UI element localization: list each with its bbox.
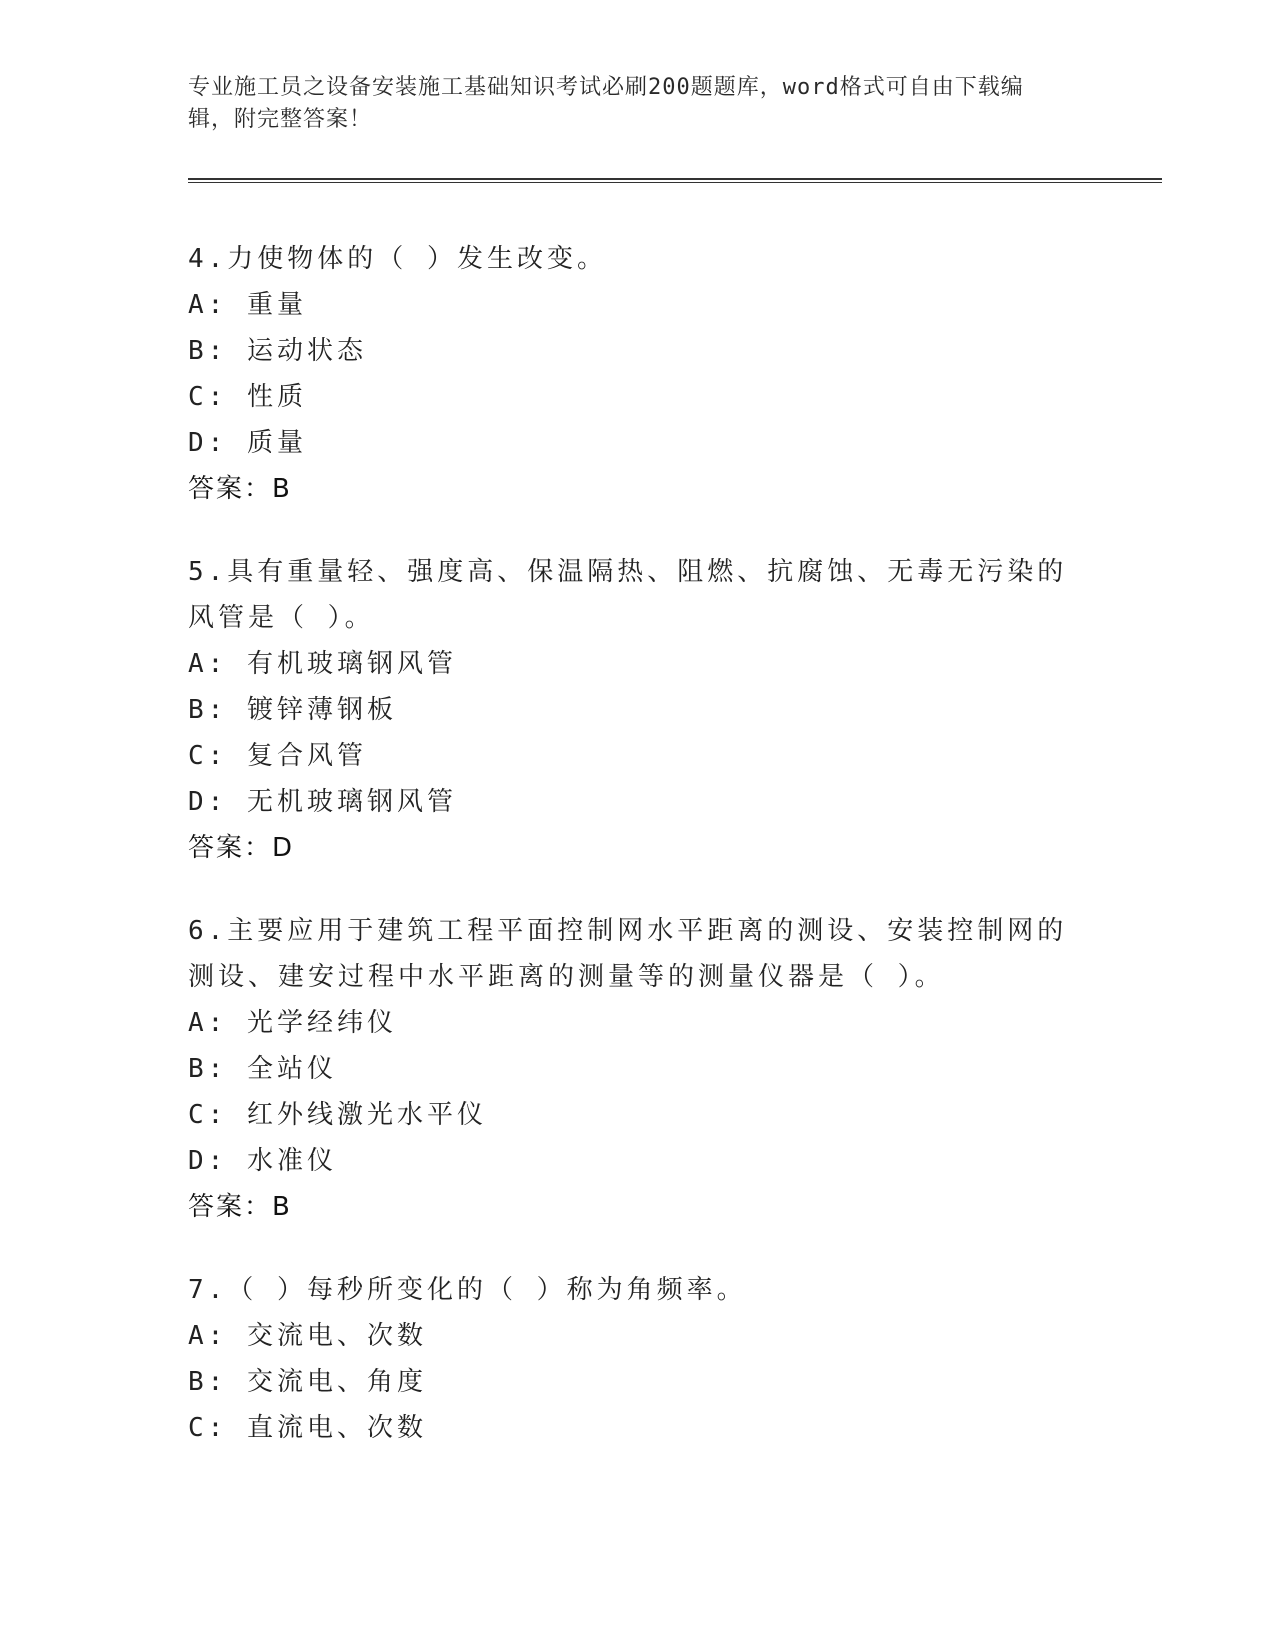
option-b: B: 交流电、角度 (188, 1367, 427, 1397)
document-header-title: 专业施工员之设备安装施工基础知识考试必刷200题题库，word格式可自由下载编辑，附完整答案！ (188, 75, 1024, 132)
question-stem: 5.具有重量轻、强度高、保温隔热、阻燃、抗腐蚀、无毒无污染的风管是（ ）。 (188, 557, 1068, 633)
question-item-4 (188, 236, 1068, 512)
question-stem: 7.（ ）每秒所变化的（ ）称为角频率。 (188, 1275, 747, 1305)
answer-line: 答案：B (188, 1192, 292, 1222)
option-a: A: 交流电、次数 (188, 1321, 427, 1351)
option-b: B: 运动状态 (188, 336, 367, 366)
answer-line: 答案：D (188, 833, 295, 863)
option-c: C: 红外线激光水平仪 (188, 1100, 487, 1130)
question-item-5 (188, 549, 1068, 871)
option-a: A: 光学经纬仪 (188, 1008, 397, 1038)
option-c: C: 直流电、次数 (188, 1413, 427, 1443)
answer-line: 答案：B (188, 474, 292, 504)
question-list (188, 236, 1068, 1488)
question-item-6 (188, 908, 1068, 1230)
option-a: A: 有机玻璃钢风管 (188, 649, 457, 679)
question-stem: 4.力使物体的（ ）发生改变。 (188, 244, 607, 274)
option-b: B: 镀锌薄钢板 (188, 695, 397, 725)
header-divider (188, 178, 1162, 183)
question-item-7 (188, 1267, 1068, 1451)
option-a: A: 重量 (188, 290, 307, 320)
option-d: D: 质量 (188, 428, 307, 458)
option-c: C: 性质 (188, 382, 307, 412)
option-d: D: 无机玻璃钢风管 (188, 787, 457, 817)
question-stem: 6.主要应用于建筑工程平面控制网水平距离的测设、安装控制网的测设、建安过程中水平距离的测量等的测量仪器是（ ）。 (188, 916, 1068, 992)
option-d: D: 水准仪 (188, 1146, 337, 1176)
option-b: B: 全站仪 (188, 1054, 337, 1084)
option-c: C: 复合风管 (188, 741, 367, 771)
